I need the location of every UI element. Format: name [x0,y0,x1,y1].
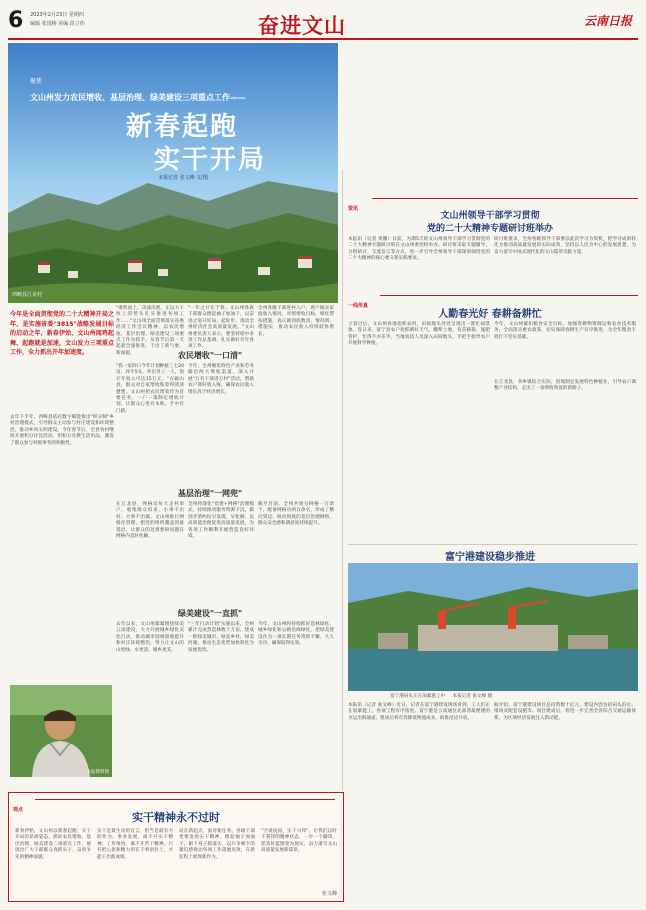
section1-col2: 今年，全州聚焦特色产业和劳务输出两大增收渠道，深入开展"万名干部进万村"活动，帮助农户算好收入账，确保农民收入增长高于经济增长。 [188,364,254,395]
feature-deck: 文山州发力农民增收、基层治理、绿美建设三项重点工作—— [30,93,246,102]
section3-col2: "三年行动计划"实施以来，全州累计完成营造林数十万亩，建成一批绿美城市、绿美乡村、绿美河湖，推动生态优势加快转化为发展优势。 [188,622,254,653]
news1-kicker-label: 资讯 [348,206,359,212]
feature-photo-caption: 西畴县江龙村 [12,292,43,298]
section2-col3: 截至目前，全州共划分网格一万余个，配备网格员两万余名，形成了横向到边、纵向到底的基层治理网络，群众安全感和满意度持续提升。 [258,502,334,527]
news3-rule [348,544,638,545]
news1-body-col1: 本报讯（记者 黄鹏）日前，为期5天的文山州领导干部学习贯彻党的二十大精神专题研讨班在文山州委党校举办。研讨班采取专题辅导、分组研讨、交流发言等方式，进一步引导全州领导干部深刻领悟党的二十大精神的核心要义和实践要求。 [348,237,490,262]
opinion-col4: "空谈误国，实干兴邦"。让我们以时不我待的精神状态，一步一个脚印，把美好蓝图变为现实，奋力谱写文山高质量发展新篇章。 [261,829,337,854]
right-column-divider [342,170,343,790]
feature-lead-col3: 全州各级干部进村入户，逐户核实家庭收入情况，对照增收目标，细化帮扶措施，真正做到底数清、情况明、措施实，推动农民收入持续较快增长。 [258,306,334,337]
opinion-author: 张文峰 [321,891,337,897]
feature-headline-line1: 新春起跑 [126,112,239,142]
port-image [348,563,638,691]
feature-intro: 今年是全面贯彻党的二十大精神开局之年，是实施省委"3815"战略发展目标的启动之年，新春伊始，文山州闻鸡起舞、起跑就是加速，文山发力三项重点工作，全力抓出开年加速度。 [10,311,114,356]
news3-title: 富宁港建设稳步推进 [445,552,535,563]
news3-body-col2: 据介绍，富宁港建设项目总投资数十亿元，建设内容包括码头泊位、堆场及配套设施等。项目建成后，将进一步完善全省综合交通运输体系，为区域经济发展注入新动能。 [494,703,636,721]
port-construction-photo [348,563,638,691]
news3-photo-credit: 本报记者 张文峰 摄 [452,694,493,699]
section3-col3: 今年，文山州将持续抓好造林绿化、城乡绿化和公路沿线绿化，把绿美建设作为一项长期任务常抓不懈，久久为功，确保取得实效。 [258,622,334,647]
section2-title: 基层治理"一网兜" [177,488,243,498]
section2-col2: 全州将深化"党建+网格"治理模式，持续推动服务资源下沉，做到矛盾纠纷早发现、早化解，以高效能治理促进高质量发展，为各项工作顺利开展营造良好环境。 [188,502,254,540]
feature-kicker: 聚焦 [30,78,43,85]
news1-rule [372,198,638,199]
opinion-col2: 实干是最生动的宣言，担当是最有力的作为。事业发展，离不开实干精神；工作推进，离不开苦干精神。只有把心思和精力用在干事创业上，才能干出新成绩。 [97,829,173,860]
news2-body-col3: 在丘北县，各乡镇结合实际，因地制宜发展特色种植业，引导农户调整产业结构，走出了一条增收致富的新路子。 [494,380,636,392]
opinion-col1: 新春伊始，文山州以新春起跑、实干开局的昂扬姿态，抓好农民增收、基层治理、绿美建设三项重点工作，展现出广大干部群众真抓实干、奋勇争先的精神面貌。 [15,829,91,860]
masthead-date: 2023年2月23日 星期四 [30,12,84,18]
news3-photo-caption-row [390,693,638,699]
opinion-rule [35,799,335,800]
news2-rule [380,295,638,296]
feature-lead-col2: "一年之计在于春。文山州各族干部群众撸起袖子加油干，以奋进之姿开好局、起好步，推动全州经济社会高质量发展。"文山州委负责人表示，要坚持稳中求进工作总基调，扎实做好开年各项工作。 [188,306,254,350]
opinion-col3: 站在新起点，面对新任务，各级干部更要发扬实干精神，撸起袖子加油干，俯下身子抓落实，以只争朝夕的紧迫感推动各项工作落地见效，在新征程上展现新作为。 [179,829,255,860]
news1-kicker [348,195,358,214]
section1-col1: "我一家四口今年计划种植三七20亩、养牛5头，外出务工一人，预计年收入可达15万元。"在砚山县，群众对自家增收账算得清清楚楚。文山州把农民增收作为首要任务，一户一策制定增收计划，让群众心里有本账、手中有门路。 [116,364,184,414]
masthead-editors: 编辑 张国梅 美编 段立伟 [30,21,85,27]
section1-title: 农民增收"一口清" [177,350,243,360]
section3-title: 绿美建设"一直抓" [177,608,243,618]
feature-headline-line2: 实干开局 [154,145,267,175]
farmer-image [10,685,112,777]
feature-side-col: 去年下半年，西畴县依托数字赋能推出"积分制"乡村治理模式，引导群众主动参与村庄建设和环境整治，推动乡风文明建设。今年春节后，全县各村继续开展积分评比活动，用积分兑换生活用品，激发了群众参与村级事务的积极性。 [10,415,114,446]
masthead-rule [8,38,638,40]
opinion-kicker [13,796,23,815]
news2-body-col2: 今年，文山州紧扣粮食安全目标，加强春耕物资调运和农业技术服务，全面落实惠农政策，切实保障春耕生产有序推进，为全年粮食丰收打下坚实基础。 [494,322,636,340]
news1-title-line1: 文山州领导干部学习贯彻 [440,211,540,221]
opinion-box [8,792,344,902]
section2-col1: 在丘北县，网格员每天走村串户，收集群众诉求，小事不出村、大事不出镇。文山州推行网格化管理，把党的组织覆盖到最基层，让群众的急难愁盼问题在网格内及时化解。 [116,502,184,540]
portrait-caption: 本报资料图 [86,770,109,775]
feature-banner-photo [8,43,338,303]
page-number: 6 [8,8,24,33]
news2-kicker-label: 一线传真 [348,303,369,309]
news2-title: 人勤春光好 春耕备耕忙 [438,309,542,320]
section3-col1: 去年以来，文山州紧紧围绕绿美云南建设，大力开展城乡绿化美化行动，推动城市园林景观提升和村庄环境整治，努力让文山的山更绿、水更清、城乡更美。 [116,622,184,653]
feature-byline: 本报记者 张文峰 文/图 [158,175,208,181]
news2-body-col1: 立春过后，文山州各地抢抓农时，田间地头处处呈现出一派忙碌景象。连日来，富宁县农户抢抓晴好天气，翻犁土地、育苗移栽、施肥管护，忙得不亦乐乎。当地农技人员深入田间地头，手把手指导农户开展科学种植。 [348,322,490,347]
farmer-portrait-photo [10,685,112,777]
news3-photo-caption: 富宁港码头正在加紧施工中 [390,694,446,699]
paper-name-logo: 云南日报 [584,14,633,28]
opinion-title: 实干精神永不过时 [132,811,220,824]
news1-title-line2: 党的二十大精神专题研讨班举办 [426,224,553,234]
section-title: 奋进文山 [258,14,346,38]
opinion-kicker-label: 观点 [13,807,24,813]
news1-body-col2: 研讨班要求，全州各级领导干部要以此次学习为契机，把学习成果转化为推动高质量发展的实际成效，坚持以人民为中心的发展思想，为奋力谱写中国式现代化的文山篇章贡献力量。 [494,237,636,255]
news3-body-col1: 本报讯（记者 张文峰）近日，记者在富宁港建设现场看到，工人们正在加紧施工，各项工程有序推进。富宁港是云南通往北部湾最便捷的水运出海通道，建成后将有效降低物流成本，助推沿边开放。 [348,703,490,721]
masthead [0,0,646,42]
feature-lead-col1: "乘势而上，决战决胜，正以大干快上的势头扎实推进各项工作……"文山州全面贯彻落实省委经济工作会议精神，以农民增收、基层治理、绿美建设三项重点工作为抓手，从春节后第一天起就全速推进，干出了新气象、新面貌。 [116,306,184,356]
